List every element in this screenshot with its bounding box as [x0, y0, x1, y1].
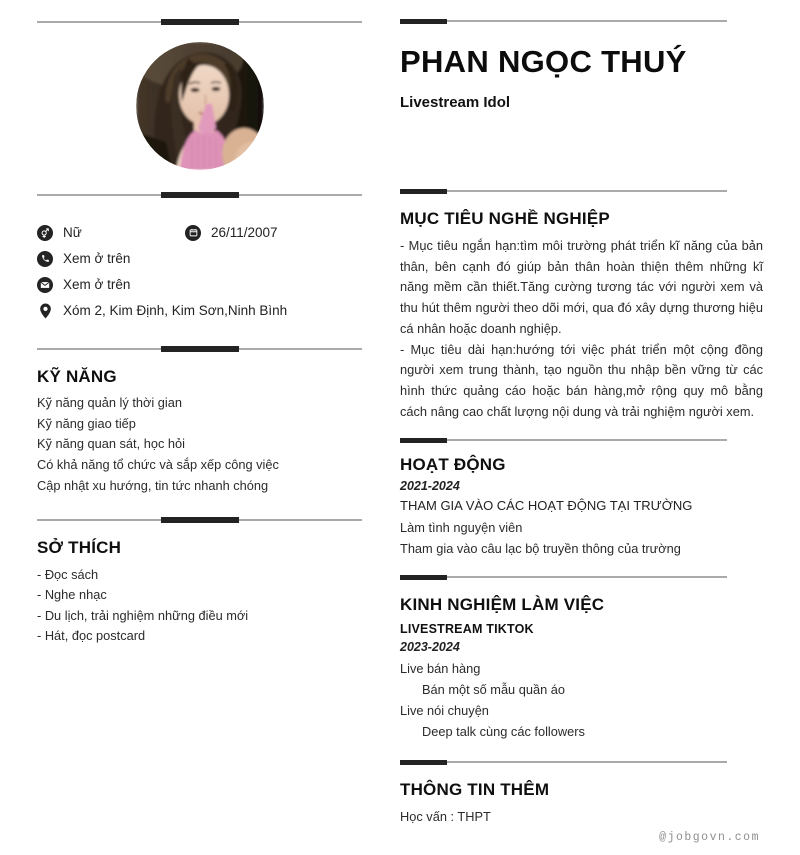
dob-group [185, 224, 278, 241]
dob-value: 26/11/2007 [211, 225, 278, 240]
candidate-name: PHAN NGỌC THUÝ [400, 44, 687, 79]
experience-company: LIVESTREAM TIKTOK [400, 622, 534, 637]
profile-photo [136, 42, 264, 170]
divider [400, 438, 727, 443]
activities-heading: HOẠT ĐỘNG [400, 455, 506, 475]
divider [400, 575, 727, 580]
hobbies-list [37, 565, 362, 647]
divider [400, 189, 727, 194]
skill-item: Cập nhật xu hướng, tin tức nhanh chóng [37, 477, 269, 493]
contact-row-address [37, 302, 362, 319]
skills-heading: KỸ NĂNG [37, 367, 117, 386]
experience-line: Live bán hàng [400, 661, 481, 677]
phone-value: Xem ở trên [63, 251, 131, 266]
activity-item: Làm tình nguyện viên [400, 520, 523, 536]
gender-value: Nữ [63, 225, 82, 240]
hobby-item: - Nghe nhạc [37, 587, 107, 603]
divider [400, 19, 727, 24]
hobby-item: - Đọc sách [37, 566, 99, 582]
calendar-icon [185, 225, 201, 241]
watermark: @jobgovn.com [659, 831, 760, 844]
skills-list [37, 393, 362, 497]
email-icon [37, 277, 53, 293]
additional-heading: THÔNG TIN THÊM [400, 780, 550, 800]
experience-period: 2023-2024 [400, 640, 460, 655]
experience-line: Live nói chuyện [400, 703, 489, 719]
divider [37, 346, 362, 352]
contact-row-email [37, 276, 362, 293]
gender-icon [37, 225, 53, 241]
skill-item: Kỹ năng quan sát, học hỏi [37, 436, 185, 452]
profile-photo-illustration [136, 42, 264, 170]
activities-period: 2021-2024 [400, 479, 460, 494]
left-column [37, 0, 362, 647]
activities-title: THAM GIA VÀO CÁC HOẠT ĐỘNG TẠI TRƯỜNG [400, 498, 693, 514]
skill-item: Có khả năng tổ chức và sắp xếp công việc [37, 457, 279, 473]
experience-line: Bán một số mẫu quần áo [422, 682, 565, 698]
divider [37, 19, 362, 25]
contact-row-gender-dob [37, 224, 362, 241]
additional-line: Học vấn : THPT [400, 809, 491, 825]
experience-heading: KINH NGHIỆM LÀM VIỆC [400, 595, 605, 615]
contact-row-phone [37, 250, 362, 267]
objective-heading: MỤC TIÊU NGHỀ NGHIỆP [400, 209, 610, 228]
activity-item: Tham gia vào câu lạc bộ truyền thông của trường [400, 541, 681, 557]
divider [37, 517, 362, 523]
address-value: Xóm 2, Kim Định, Kim Sơn,Ninh Bình [63, 303, 288, 318]
email-value: Xem ở trên [63, 277, 131, 292]
hobbies-heading: SỞ THÍCH [37, 537, 122, 557]
skill-item: Kỹ năng giao tiếp [37, 415, 136, 431]
divider [37, 192, 362, 198]
hobby-item: - Hát, đọc postcard [37, 628, 146, 644]
objective-paragraph: - Mục tiêu dài hạn:hướng tới việc phát triển một cộng đồng người xem trung thành, tạo nguồn thu nhập bền vững từ các hình thức quảng cáo hoặc bán hàng,mở rộng quy mô bằng cách nâng cao chất lượng nội dung và trải nghiệm người xem. [400, 341, 763, 419]
divider [400, 760, 727, 765]
location-pin-icon [37, 303, 53, 319]
objective-paragraph: - Mục tiêu ngắn hạn:tìm môi trường phát triển kĩ năng của bản thân, bên cạnh đó giúp bản thân hoàn thiện thêm những kĩ năng mềm cần thiết.Tăng cường tương tác với người xem và thu hút thêm người theo dõi mới, qua đó xây dựng thương hiệu cá nhân hoặc doanh nghiệp. [400, 238, 763, 336]
contact-info [37, 224, 362, 319]
experience-line: Deep talk cùng các followers [422, 724, 585, 740]
skill-item: Kỹ năng quản lý thời gian [37, 395, 182, 410]
right-column [400, 0, 763, 824]
phone-icon [37, 251, 53, 267]
candidate-title: Livestream Idol [400, 94, 511, 111]
hobby-item: - Du lịch, trải nghiệm những điều mới [37, 607, 249, 623]
